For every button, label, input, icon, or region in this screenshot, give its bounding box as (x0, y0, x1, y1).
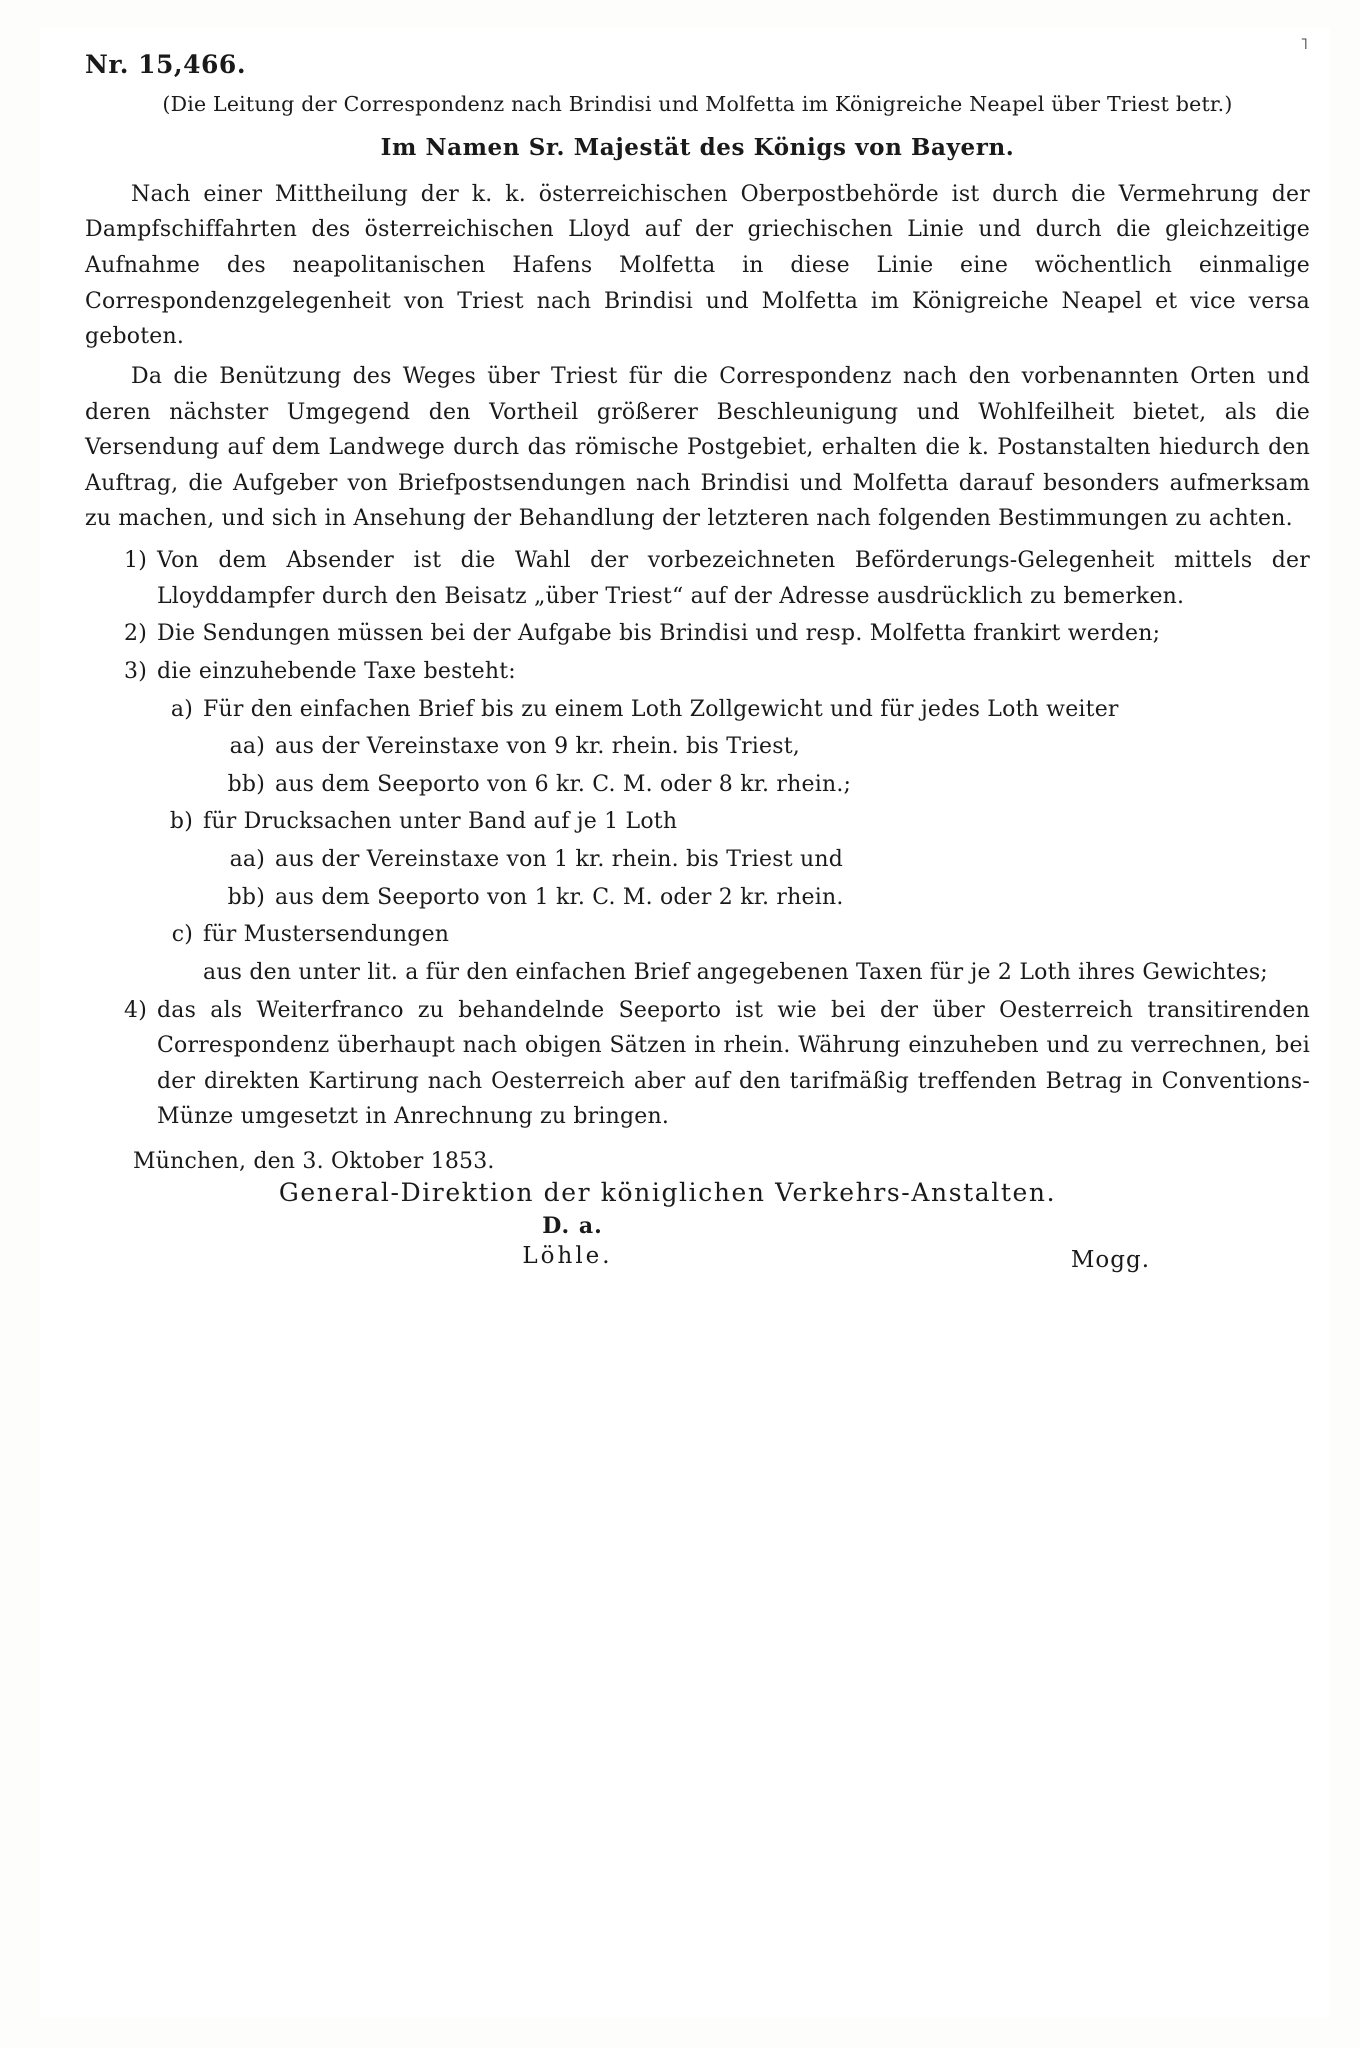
paper-sheet (40, 28, 1330, 2018)
list-item-text: Die Sendungen müssen bei der Aufgabe bis Brindisi und resp. Molfetta frankirt werden; (157, 621, 1161, 647)
list-item-marker: c) (171, 922, 193, 948)
list-item-text: Von dem Absender ist die Wahl der vorbezeichneten Beförderungs-Gelegenheit mittels der Lloyddampfer durch den Beisatz „über Triest“ auf der Adresse ausdrücklich zu bemerken. (157, 548, 1310, 609)
body-paragraph-1: Nach einer Mittheilung der k. k. österreichischen Oberpostbehörde ist durch die Vermehrung der Dampfschiffahrten des österreichischen Lloyd auf der griechischen Linie und durch die gleichzeitige Aufnahme des neapolitanischen Hafens Molfetta in diese Linie eine wöchentlich einmalige Correspondenzgelegenheit von Triest nach Brindisi und Molfetta im Königreiche Neapel et vice versa geboten. (85, 181, 1310, 350)
list-item-marker: bb) (227, 771, 265, 797)
list-item (159, 955, 1310, 991)
list-item-marker: bb) (227, 884, 265, 910)
list-item-text: aus dem Seeporto von 1 kr. C. M. oder 2 kr. rhein. (275, 884, 844, 910)
in-name-of-king: Im Namen Sr. Majestät des Königs von Bayern. (380, 133, 1015, 161)
provisions-list (85, 543, 1310, 1135)
list-item-text: aus der Vereinstaxe von 9 kr. rhein. bis Triest, (275, 734, 800, 760)
signature-name: Löhle. (522, 1243, 613, 1269)
list-item-text: für Drucksachen unter Band auf je 1 Loth (203, 809, 678, 835)
list-item-marker: 3) (124, 658, 147, 684)
list-item-text: Für den einfachen Brief bis zu einem Loth Zollgewicht und für jedes Loth weiter (203, 696, 1119, 722)
list-item-marker (159, 955, 203, 991)
signature-place-date: München, den 3. Oktober 1853. (133, 1149, 495, 1174)
list-item (111, 993, 1310, 1136)
list-item-marker: aa) (229, 847, 265, 872)
list-item-text: aus dem Seeporto von 6 kr. C. M. oder 8 kr. rhein.; (275, 771, 852, 797)
list-item-marker: aa) (229, 734, 265, 760)
list-item (111, 543, 1310, 614)
signature-countersign: Mogg. (1070, 1247, 1150, 1273)
list-item (221, 729, 1310, 765)
list-item-marker: a) (170, 696, 193, 722)
list-item-text: für Mustersendungen (203, 922, 450, 948)
list-item-text: aus den unter lit. a für den einfachen Brief angegebenen Taxen für je 2 Loth ihres Gewichtes; (203, 959, 1268, 985)
list-item (221, 842, 1310, 878)
list-item (221, 880, 1310, 916)
document-number: Nr. 15,466. (85, 50, 247, 79)
list-item (159, 917, 1310, 953)
body-paragraph-2: Da die Benützung des Weges über Triest für die Correspondenz nach den vorbenannten Orten und deren nächster Umgegend den Vortheil größerer Beschleunigung und Wohlfeilheit bietet, als die Versendung auf dem Landwege durch das römische Postgebiet, erhalten die k. Postanstalten hiedurch den Auftrag, die Aufgeber von Briefpostsendungen nach Brindisi und Molfetta darauf besonders aufmerksam zu machen, und sich in Ansehung der Behandlung der letzteren nach folgenden Bestimmungen zu achten. (85, 363, 1310, 532)
document-content (85, 50, 1310, 1273)
list-item-marker: 4) (124, 997, 147, 1023)
list-item-marker: b) (169, 809, 193, 835)
list-item (159, 692, 1310, 728)
list-item-text: das als Weiterfranco zu behandelnde Seeporto ist wie bei der über Oesterreich transitirenden Correspondenz überhaupt nach obigen Sätzen in rhein. Währung einzuheben und zu verrechnen, bei der direkten Kartirung nach Oesterreich aber auf den tarifmäßig treffenden Betrag in Conventions-Münze umgesetzt in Anrechnung zu bringen. (157, 997, 1310, 1130)
list-item (111, 654, 1310, 690)
list-item (221, 767, 1310, 803)
signature-da: D. a. (542, 1213, 603, 1239)
signature-office: General-Direktion der königlichen Verkehrs-Anstalten. (278, 1178, 1057, 1207)
list-item-marker: 1) (124, 548, 147, 573)
list-item-marker: 2) (124, 621, 147, 647)
list-item-text: aus der Vereinstaxe von 1 kr. rhein. bis Triest und (275, 847, 844, 872)
list-item (159, 804, 1310, 840)
document-subject: (Die Leitung der Correspondenz nach Brindisi und Molfetta im Königreiche Neapel über Triest betr.) (162, 92, 1233, 116)
corner-mark: ˥ (1300, 34, 1308, 53)
list-item (111, 616, 1310, 652)
list-item-text: die einzuhebende Taxe besteht: (157, 658, 516, 684)
